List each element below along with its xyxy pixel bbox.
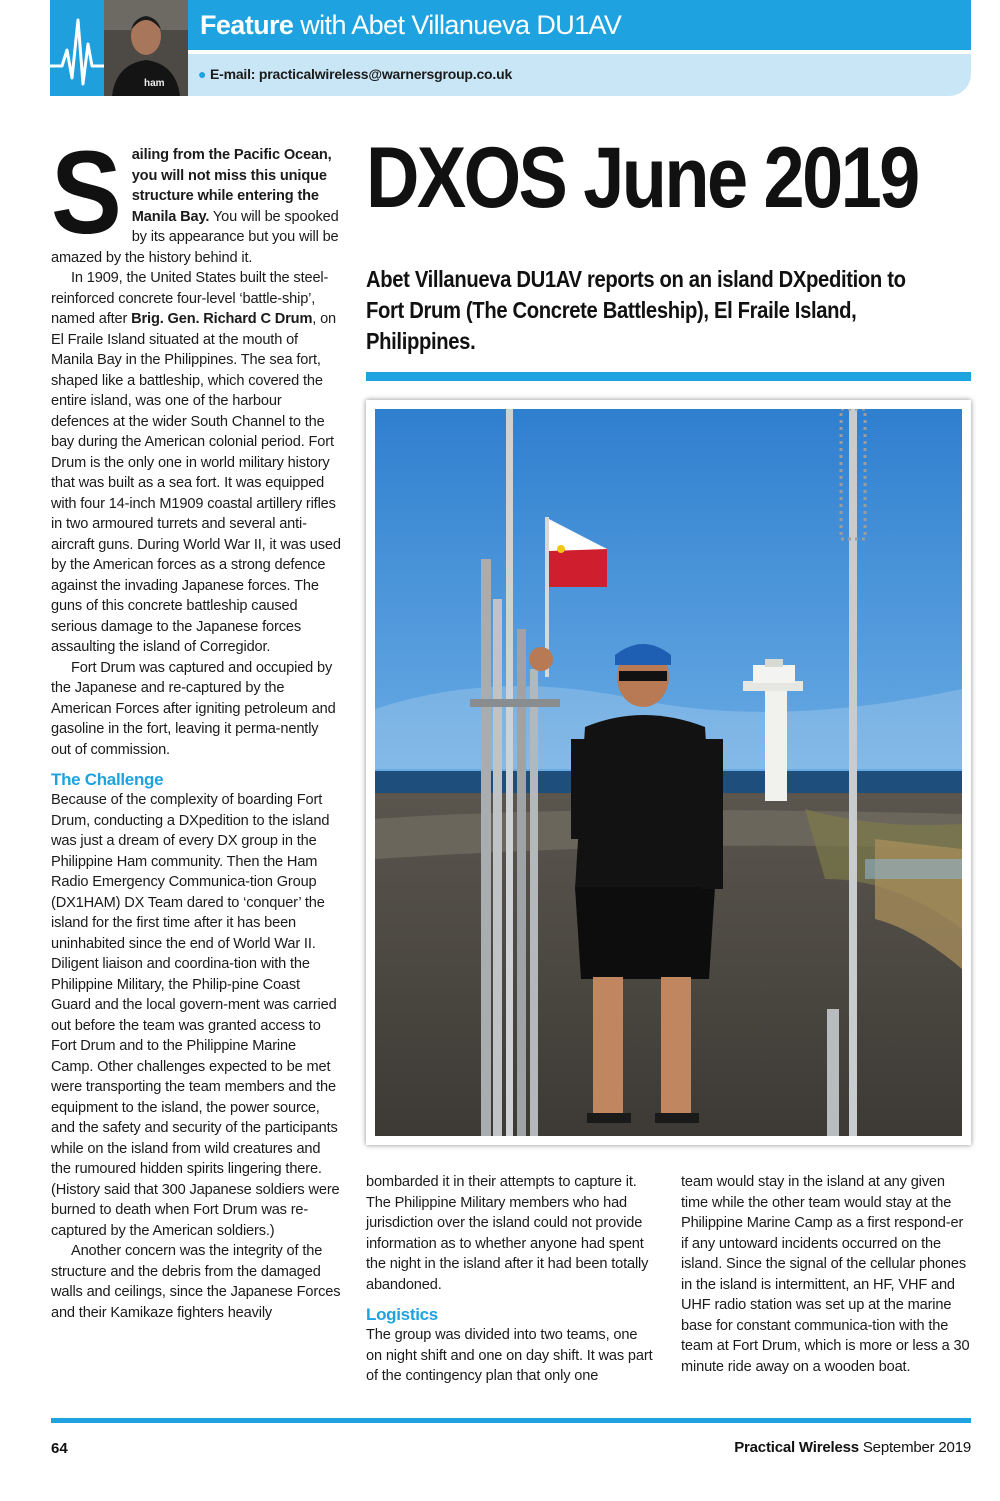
page-number: 64 [51,1440,68,1457]
paragraph-1-text-b: , on El Fraile Island situated at the mouth of Manila Bay in the Philippines. The sea fort, shaped like a battleship, which covered the entire island, was one of the harbour defences at the wider South Channel to the bay during the American colonial period. Fort Drum is the only one in world military history that was built as a sea fort. It was equipped with four 14-inch M1909 coastal artillery rifles in two armoured turrets and several anti-aircraft guns. During World War II, it was used by the American forces as a strong defence against the invading Japanese forces. The guns of this concrete battleship caused serious damage to the Japanese forces assaulting the island of Corregidor. [51,311,341,655]
paragraph-4: Another concern was the integrity of the structure and the debris from the damaged walls and ceilings, since the Japanese Forces and their Kamikaze fighters heavily [51,1243,341,1321]
paragraph-1 [51,268,341,658]
feature-author: with Abet Villanueva DU1AV [300,10,622,40]
magazine-name: Practical Wireless [734,1439,859,1456]
author-photo [104,0,188,96]
paragraph-3: Because of the complexity of boarding Fort Drum, conducting a DXpedition to the island was just a dream of every DX group in the Philippine Ham community. Then the Ham Radio Emergency Communica-tion Group (DX1HAM) DX Team dared to ‘conquer’ the island for the first time after it has been uninhabited since the end of World War II. Diligent liaison and coordina-tion with the Philippine Military, the Philip-pine Coast Guard and the local govern-ment was carried out before the team was granted access to Fort Drum and to the Philippine Marine Camp. Other challenges expected to be met were transporting the team members and the equipment to the island, the power source, and the safety and security of the participants while on the island from wild creatures and the rumoured hidden spirits lingering there. (History said that 300 Japanese soldiers were burned to death when Fort Drum was re-captured by the American soldiers.) [51,792,340,1239]
intro-text: You will be spooked by its appearance but you will be amazed by the history behind it. [51,208,339,266]
feature-title-bar [188,0,971,50]
footer-divider [51,1418,971,1423]
article-photo [366,400,971,1145]
signal-wave-icon [50,0,104,96]
article-standfirst: Abet Villanueva DU1AV reports on an island DXpedition to Fort Drum (The Concrete Battleship), El Fraile Island, Philippines. [366,266,906,354]
email-bar [188,54,971,96]
feature-title [200,8,621,42]
paragraph-1-text-a: In 1909, the United States built the steel-reinforced concrete four-level ‘battle-ship’, named after [51,270,329,327]
column-2 [366,1172,654,1387]
heading-the-challenge: The Challenge [51,770,164,789]
email-address[interactable]: E-mail: practicalwireless@warnersgroup.co.uk [209,66,513,82]
fort-drum-photo [375,409,962,1136]
heading-logistics: Logistics [366,1305,438,1324]
email-line [198,66,512,82]
issue-date: September 2019 [862,1439,971,1456]
paragraph-6: The group was divided into two teams, one on night shift and one on day shift. It was part of the contingency plan that only one [366,1327,653,1384]
bullet-icon: ● [198,66,207,82]
paragraph-5: bombarded it in their attempts to capture it. The Philippine Military members who had jurisdiction over the island could not provide information as to whether anyone had spent the night in the island after it had been totally abandoned. [366,1174,649,1293]
column-1 [51,127,341,1323]
svg-text:ham: ham [144,78,165,89]
paragraph-2: Fort Drum was captured and occupied by the Japanese and re-captured by the American Forces after igniting petroleum and gasoline in the fort, leaving it perma-nently out of commission. [51,659,336,758]
footer-publication [734,1439,971,1456]
paragraph-1-bold: Brig. Gen. Richard C Drum [131,311,313,327]
section-logo [50,0,104,96]
paragraph-7: team would stay in the island at any given time while the other team would stay at the Philippine Marine Camp as a first respond-er if any untoward incidents occurred on the island. Since the signal of the cellular phones in the island is intermittent, an HF, VHF and UHF radio station was set up at the marine base for constant communica-tion with the team at Fort Drum, which is more or less a 30 minute ride away on a wooden boat. [681,1174,970,1375]
heading-divider [366,372,971,381]
feature-label: Feature [200,10,294,40]
intro-bold-text: ailing from the Pacific Ocean, you will not miss this unique structure while entering the Manila Bay. [131,147,332,225]
article-title: DXOS June 2019 [366,130,918,226]
drop-cap: S [51,127,119,259]
column-3 [681,1172,973,1377]
